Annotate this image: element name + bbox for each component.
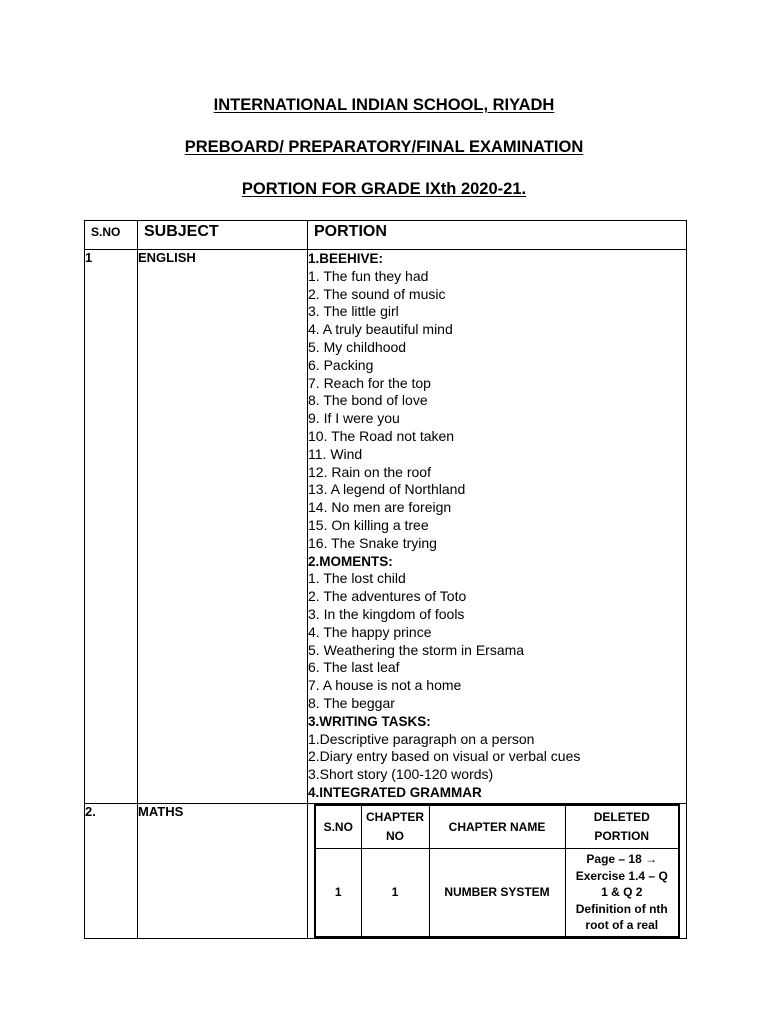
deleted-portion-line: Page – 18 → (586, 852, 658, 866)
inner-header-chapter-no: CHAPTER NO (361, 805, 429, 849)
inner-header-chapter-name: CHAPTER NAME (429, 805, 565, 849)
deleted-portion-line: Definition of nth (575, 901, 668, 916)
inner-row-deleted-portion (565, 849, 679, 937)
table-row-english (85, 250, 687, 804)
deleted-portion-line: 1 & Q 2 (601, 885, 643, 899)
portion-list-item: 1. The fun they had (308, 267, 429, 284)
inner-row-sno: 1 (315, 849, 361, 937)
portion-list-item: 7. A house is not a home (308, 677, 462, 694)
deleted-portion-line: root of a real (585, 918, 659, 932)
table-row-maths (85, 804, 687, 939)
portion-list-item: 3.Short story (100-120 words) (308, 766, 494, 783)
portion-list-item: 8. The bond of love (308, 392, 428, 409)
portion-list-item: 15. On killing a tree (308, 516, 429, 533)
deleted-portion-line: Exercise 1.4 – Q (575, 868, 668, 883)
portion-list-item: 5. Weathering the storm in Ersama (308, 641, 525, 658)
portion-section-title: 2.MOMENTS: (308, 553, 393, 569)
portion-list-item: 6. Packing (308, 356, 374, 373)
inner-row-chapter-no: 1 (361, 849, 429, 937)
portion-title: PORTION FOR GRADE IXth 2020-21. (241, 180, 527, 198)
row-sno: 1 (85, 250, 138, 804)
portion-list-item: 6. The last leaf (308, 659, 400, 676)
portion-list-item: 1.Descriptive paragraph on a person (308, 730, 535, 747)
maths-chapter-table (314, 804, 680, 938)
row-subject: ENGLISH (138, 250, 308, 804)
portion-section-title: 4.INTEGRATED GRAMMAR (308, 784, 482, 800)
portion-list-item: 11. Wind (308, 445, 363, 462)
column-header-sno: S.NO (85, 221, 138, 250)
portion-list-item: 4. The happy prince (308, 623, 432, 640)
portion-list-item: 2.Diary entry based on visual or verbal cues (308, 748, 581, 765)
portion-section-title: 1.BEEHIVE: (308, 251, 384, 266)
portion-list-item: 12. Rain on the roof (308, 463, 431, 480)
inner-header-deleted-portion: DELETED PORTION (565, 805, 679, 849)
portion-list-item: 9. If I were you (308, 410, 400, 427)
portion-list-item: 5. My childhood (308, 338, 407, 355)
column-header-portion: PORTION (308, 221, 687, 250)
portion-list-item: 1. The lost child (308, 570, 406, 587)
inner-row-chapter-name: NUMBER SYSTEM (429, 849, 565, 937)
portion-section-title: 3.WRITING TASKS: (308, 713, 431, 729)
column-header-subject: SUBJECT (138, 221, 308, 250)
portion-list-item: 16. The Snake trying (308, 534, 437, 551)
portion-list-item: 8. The beggar (308, 694, 395, 711)
maths-portion-cell (308, 804, 687, 939)
portion-list-item: 14. No men are foreign (308, 499, 452, 516)
portion-list-item: 2. The sound of music (308, 285, 446, 302)
portion-list-item: 4. A truly beautiful mind (308, 321, 453, 338)
portion-table (84, 220, 687, 939)
inner-header-sno: S.NO (315, 805, 361, 849)
portion-list-item: 10. The Road not taken (308, 427, 455, 444)
portion-list-item: 3. In the kingdom of fools (308, 605, 465, 622)
portion-list-item: 2. The adventures of Toto (308, 588, 467, 605)
exam-title: PREBOARD/ PREPARATORY/FINAL EXAMINATION (184, 138, 584, 156)
row-sno: 2. (85, 804, 138, 939)
english-portion-list (308, 250, 687, 804)
portion-list-item: 13. A legend of Northland (308, 481, 466, 498)
portion-list-item: 7. Reach for the top (308, 374, 431, 391)
portion-list-item: 3. The little girl (308, 303, 399, 320)
table-header-row (85, 221, 687, 250)
school-name: INTERNATIONAL INDIAN SCHOOL, RIYADH (213, 96, 555, 114)
inner-header-row (315, 805, 679, 849)
row-subject: MATHS (138, 804, 308, 939)
inner-table-row (315, 849, 679, 937)
